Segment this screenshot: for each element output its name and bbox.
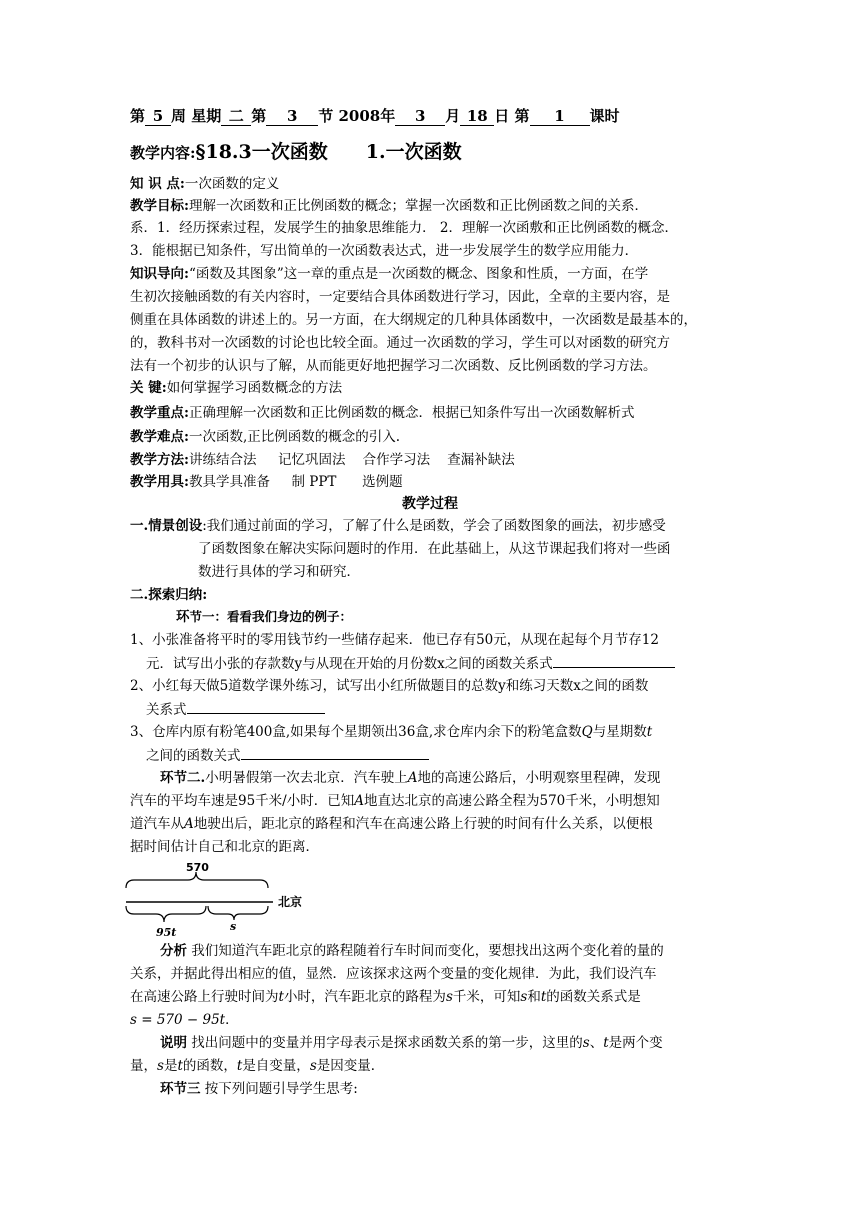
var-t: t [646, 724, 653, 740]
traveled-brace [126, 906, 206, 922]
note-line-1 [160, 1033, 663, 1053]
day-suffix: 日 第 [494, 107, 530, 125]
week-suffix: 周 星期 [171, 107, 222, 125]
example3-text-2: 之间的函数关式 [146, 748, 241, 764]
note-text-1c: 是两个变 [608, 1035, 663, 1051]
step1-title: 节一：看看我们身边的例子： [189, 609, 353, 624]
analysis-line-2: 关系，并据此得出相应的值，显然．应该探求这两个变量的变化规律．为此，我们设汽车 [130, 966, 657, 982]
guide-text-1: “函数及其图象”这一章的重点是一次函数的概念、图象和性质，一方面，在学 [188, 266, 649, 282]
difficulty-label: 教学难点: [130, 429, 189, 445]
lesson-header [130, 106, 620, 126]
note-text-2d: 是自变量， [242, 1058, 310, 1074]
note-text-2c: 的函数， [182, 1058, 237, 1074]
step2-text-2b: 地直达北京的高速公路全程为570千米，小明想知 [363, 793, 660, 809]
method-line [130, 450, 515, 470]
var-a-3: A [184, 816, 194, 832]
objectives-line-3: 3．能根据已知条件，写出简单的一次函数表达式，进一步发展学生的数学应用能力． [130, 243, 639, 259]
note-text-2e: 是因变量． [316, 1058, 385, 1074]
diagram-remaining-label: s [230, 920, 237, 933]
objectives-text-1: 理解一次函数和正比例函数的概念；掌握一次函数和正比例函数之间的关系． [188, 198, 648, 214]
step2-line-1 [160, 768, 660, 788]
answer-blank-1[interactable] [553, 653, 675, 668]
example3-line-2 [146, 745, 429, 766]
focus-line [130, 403, 634, 423]
session-value: 1 [530, 108, 590, 126]
formula: s = 570 − 95t [130, 1012, 226, 1028]
objectives-label: 教学目标: [130, 198, 189, 214]
analysis-label: 分析 [160, 943, 187, 959]
total-brace [126, 872, 268, 888]
process-title: 教学过程 [402, 496, 458, 512]
difficulty-text: 一次函数,正比例函数的概念的引入. [188, 429, 401, 445]
knowledge-point [130, 174, 279, 194]
formula-end: ． [225, 1012, 239, 1028]
analysis-text-3c: 千米，可知 [452, 989, 521, 1005]
weekday-value: 二 [221, 108, 251, 126]
analysis-line-1 [160, 941, 664, 961]
explore-heading: 二.探索归纳: [130, 587, 208, 603]
step2-text-1a: 小明暑假第一次去北京．汽车驶上 [205, 770, 408, 786]
example2-line-1: 2、小红每天做5道数学课外练习，试写出小红所做题目的总数y和练习天数x之间的函数 [130, 678, 649, 694]
var-a-2: A [354, 793, 364, 809]
month-value: 3 [395, 108, 445, 126]
key-label: 关 键: [130, 380, 167, 396]
diagram-traveled-label: 95t [156, 926, 177, 938]
key-line [130, 378, 342, 398]
guide-label: 知识导向: [130, 266, 189, 282]
note-line-2 [130, 1056, 384, 1076]
step2-text-3b: 地驶出后，距北京的路程和汽车在高速公路上行驶的时间有什么关系，以便根 [193, 816, 653, 832]
note-text-1b: 、 [589, 1035, 604, 1051]
objectives-line-2: 系．1．经历探索过程，发展学生的抽象思维能力． 2．理解一次函敷和正比例函数的概念． [130, 220, 678, 236]
guide-line-4: 的，教科书对一次函数的讨论也比较全面。通过一次函数的学习，学生可以对函数的研究方 [130, 335, 670, 351]
var-a: A [407, 770, 418, 786]
var-t-6: t [236, 1058, 243, 1074]
step1-heading [176, 607, 352, 627]
guide-line-1 [130, 264, 648, 284]
month-suffix: 月 [445, 107, 461, 125]
guide-line-2: 生初次接触函数的有关内容时，一定要结合具体函数进行学习，因此，全章的主要内容，是 [130, 289, 670, 305]
answer-blank-2[interactable] [187, 699, 325, 714]
week-prefix: 第 [130, 107, 146, 125]
scenario-text-1: :我们通过前面的学习，了解了什么是函数，学会了函数图象的画法，初步感受 [202, 518, 666, 534]
note-text-2b: 是 [163, 1058, 178, 1074]
key-text: 如何掌握学习函数概念的方法 [166, 380, 343, 396]
focus-text: 正确理解一次函数和正比例函数的概念．根据已知条件写出一次函数解析式 [188, 405, 635, 421]
step1-label: 环 [176, 609, 190, 625]
diagram-beijing-label: 北京 [278, 895, 303, 909]
var-t-5: t [177, 1058, 183, 1074]
knowledge-label: 知 识 点: [130, 176, 185, 192]
week-value: 5 [145, 108, 171, 126]
tools-line [130, 472, 403, 492]
var-s-3: s [582, 1035, 590, 1051]
step2-text-1b: 地的高速公路后，小明观察里程碑，发现 [417, 770, 661, 786]
step3-text: 按下列问题引导学生思考: [200, 1081, 358, 1097]
example3-line-1 [130, 722, 652, 742]
var-s: s [445, 989, 453, 1005]
day-value: 18 [460, 108, 494, 126]
example3-text-1a: 3、仓库内原有粉笔400盒,如果每个星期领出36盒,求仓库内余下的粉笔盒数 [130, 724, 582, 740]
focus-label: 教学重点: [130, 405, 189, 421]
step2-line-4: 据时间估计自己和北京的距离． [130, 839, 319, 855]
var-t-2: t [278, 989, 284, 1005]
note-text-1a: 找出问题中的变量并用字母表示是探求函数关系的第一步，这里的 [187, 1035, 583, 1051]
analysis-line-3 [130, 987, 641, 1007]
content-section: §18.3一次函数 [195, 141, 328, 163]
analysis-text-3b: 小时，汽车距北京的路程为 [283, 989, 446, 1005]
content-label: 教学内容: [130, 144, 196, 162]
var-t-3: t [540, 989, 547, 1005]
distance-diagram [118, 858, 318, 938]
content-title [130, 139, 462, 167]
answer-blank-3[interactable] [241, 745, 429, 760]
var-t-4: t [603, 1035, 609, 1051]
tools-text: 教具学具准备 制 PPT 选例题 [188, 474, 403, 490]
scenario-line-3: 数进行具体的学习和研究． [198, 564, 360, 580]
knowledge-text: 一次函数的定义 [184, 176, 280, 192]
var-s-5: s [309, 1058, 317, 1074]
formula-line [130, 1010, 239, 1030]
step2-line-2 [130, 791, 660, 811]
difficulty-line [130, 427, 400, 447]
step2-text-2a: 汽车的平均车速是95千米/小时．已知 [130, 793, 355, 809]
analysis-text-3a: 在高速公路上行驶时间为 [130, 989, 279, 1005]
var-s-2: s [520, 989, 528, 1005]
example2-text-2: 关系式 [146, 702, 187, 718]
guide-line-5: 法有一个初步的认识与了解，从而能更好地把握学习二次函数、反比例函数的学习方法。 [130, 358, 657, 374]
scenario-line-2: 了函数图象在解决实际问题时的作用．在此基础上，从这节课起我们将对一些函 [198, 541, 671, 557]
objectives-line-1 [130, 196, 648, 216]
note-label: 说明 [160, 1035, 187, 1051]
period-prefix: 第 [251, 107, 267, 125]
session-suffix: 课时 [589, 107, 620, 125]
example1-text-2: 元．试写出小张的存款数y与从现在开始的月份数x之间的函数关系式 [146, 656, 553, 672]
tools-label: 教学用具: [130, 474, 189, 490]
example1-line-2 [146, 653, 675, 674]
method-text: 讲练结合法 记忆巩固法 合作学习法 查漏补缺法 [188, 452, 515, 468]
example3-text-1b: 与星期数 [592, 724, 647, 740]
diagram-total-label: 570 [186, 861, 209, 874]
analysis-text-3e: 的函数关系式是 [546, 989, 641, 1005]
step2-text-3a: 道汽车从 [130, 816, 184, 832]
guide-line-3: 侧重在具体函数的讲述上的。另一方面，在大纲规定的几种具体函数中，一次函数是最基本的， [130, 312, 697, 328]
example2-line-2 [146, 699, 325, 720]
note-text-2a: 量， [130, 1058, 157, 1074]
analysis-text-1: 我们知道汽车距北京的路程随着行车时间而变化，要想找出这两个变化着的量的 [187, 943, 664, 959]
period-suffix: 节 2008年 [318, 107, 396, 125]
remaining-brace [208, 906, 268, 920]
analysis-text-3d: 和 [527, 989, 541, 1005]
period-value: 3 [266, 108, 318, 126]
var-s-4: s [157, 1058, 164, 1074]
content-topic: 1.一次函数 [365, 141, 462, 163]
step2-line-3 [130, 814, 653, 834]
example1-line-1: 1、小张准备将平时的零用钱节约一些储存起来．他已存有50元，从现在起每个月节存12 [130, 632, 659, 648]
method-label: 教学方法: [130, 452, 189, 468]
var-q: Q [581, 724, 593, 740]
scenario-label: 一.情景创设 [130, 518, 203, 534]
step3-line [160, 1079, 358, 1099]
step3-label: 环节三 [160, 1081, 201, 1097]
scenario-line-1 [130, 516, 666, 536]
step2-label: 环节二. [160, 770, 206, 786]
